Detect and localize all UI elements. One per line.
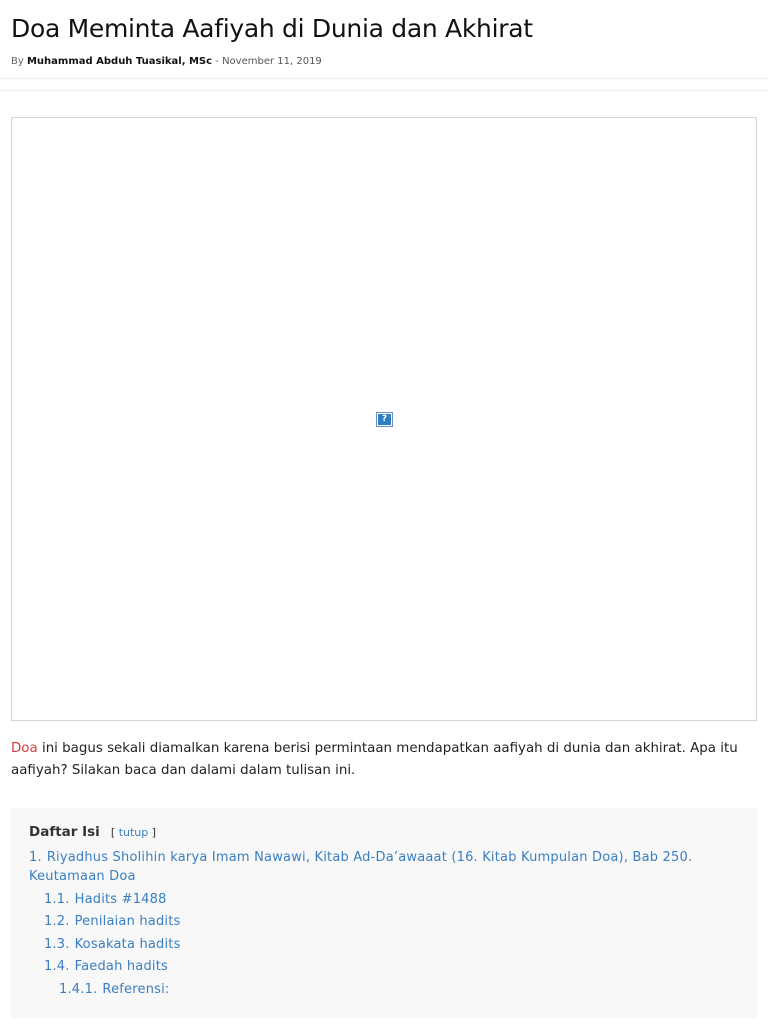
toc-bracket-close: ] [151, 826, 157, 839]
toc-item-1-3[interactable] [44, 935, 181, 955]
toc-header [29, 821, 156, 840]
broken-image-glyph: ? [378, 414, 391, 425]
toc-item-1-continued[interactable] [29, 867, 136, 887]
post-title: Doa Meminta Aafiyah di Dunia dan Akhirat [11, 14, 533, 43]
toc-item-label: Faedah hadits [74, 959, 168, 974]
toc-toggle-link[interactable]: tutup [118, 826, 149, 839]
by-label: By [11, 56, 24, 67]
toc-item-number: 1.1. [44, 892, 70, 907]
toc-item-1-2[interactable] [44, 912, 181, 932]
toc-item-label: Hadits #1488 [74, 892, 167, 907]
toc-item-label: Referensi: [102, 982, 170, 997]
author-link[interactable]: Muhammad Abduh Tuasikal, MSc [26, 56, 213, 67]
toc-item-number: 1.2. [44, 914, 70, 929]
toc-item-label: Penilaian hadits [74, 914, 181, 929]
toc-item-number: 1.3. [44, 937, 70, 952]
featured-image-frame [11, 117, 757, 721]
toc-item-1-4[interactable] [44, 957, 168, 977]
toc-toggle-wrapper [111, 826, 156, 839]
toc-item-number: 1.4.1. [59, 982, 98, 997]
toc-item-label: Kosakata hadits [74, 937, 181, 952]
byline-separator: - [215, 56, 219, 67]
header-divider-secondary [0, 90, 768, 91]
post-byline [11, 56, 322, 67]
intro-text: ini bagus sekali diamalkan karena berisi permintaan mendapatkan aafiyah di dunia dan akhirat. Apa itu aafiyah? Silakan baca dan dalami dalam tulisan ini. [11, 741, 738, 778]
toc-item-label: Keutamaan Doa [29, 869, 136, 884]
toc-item-1-4-1[interactable] [59, 980, 170, 1000]
toc-item-1[interactable] [29, 848, 692, 868]
header-divider [0, 78, 768, 79]
toc-item-1-1[interactable] [44, 890, 167, 910]
post-date: November 11, 2019 [222, 56, 322, 67]
intro-paragraph [11, 738, 751, 782]
toc-item-label: Riyadhus Sholihin karya Imam Nawawi, Kitab Ad-Da’awaaat (16. Kitab Kumpulan Doa), Bab 250. [46, 850, 693, 865]
toc-bracket-open: [ [110, 826, 116, 839]
toc-title: Daftar Isi [29, 824, 100, 840]
broken-image-icon [376, 412, 393, 427]
toc-item-number: 1. [29, 850, 42, 865]
doa-link[interactable]: Doa [11, 741, 38, 756]
table-of-contents [11, 808, 757, 1018]
toc-item-number: 1.4. [44, 959, 70, 974]
